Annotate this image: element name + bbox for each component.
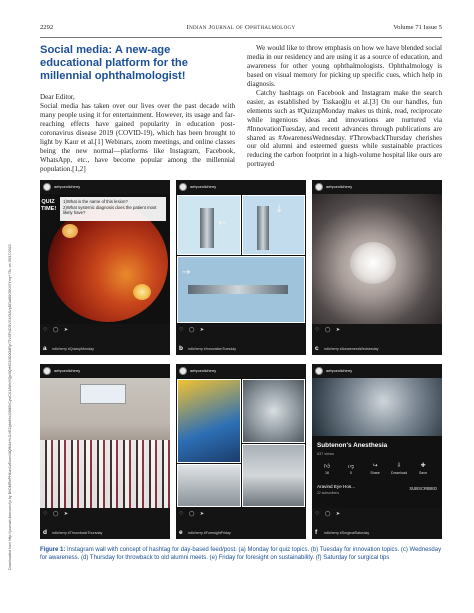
quiz-tag: QUIZ TIME! (40, 196, 56, 230)
right-column (247, 44, 442, 169)
quiz-questions (60, 197, 166, 221)
panel-label: a (43, 345, 47, 352)
post-action-icons: ♡ ◯ ➤ (315, 327, 343, 333)
panel-f-surgical (312, 364, 442, 539)
arrow-icon: → (182, 267, 191, 278)
group-of-people (40, 440, 170, 508)
left-column (40, 44, 235, 174)
sustainability-photo-4 (242, 444, 305, 507)
post-action-icons: ♡ ◯ ➤ (43, 511, 71, 517)
thumbs-up-icon: 👍︎ (323, 463, 331, 470)
panel-hashtag: ndicherry #SurgicalSaturday (324, 531, 370, 535)
video-title: Subtenon's Anesthesia (317, 442, 388, 449)
account-avatar (179, 367, 187, 375)
subscribed-badge: SUBSCRIBED (409, 486, 437, 491)
arrow-icon: ↓ (275, 204, 284, 215)
panel-d-throwback (40, 364, 170, 539)
subscriber-count: 22 subscribers (317, 491, 340, 495)
panel-label: e (179, 529, 183, 536)
panel-header (40, 364, 170, 378)
alumni-group-photo (40, 378, 170, 508)
panel-footer (312, 324, 442, 355)
post-action-icons: ♡ ◯ ➤ (179, 327, 207, 333)
panel-footer (176, 508, 306, 539)
like-count: 16 (325, 471, 329, 475)
right-paragraph-2: Catchy hashtags on Facebook and Instagram make the search easier, as established by Tsskaoğlu et al.[3] On our handles, fun elements such as #QuizupMonday makes us think, read, reciprocate while ingenious ideas and innovations are nurtured via #InnovationTuesday, and recent advances through publications are shared as #AwarenessWednesday. #ThrowbackThursday cherishes our old alumni and esteemed guests while sustainable practices reducing the carbon footprint in a high-volume hospital like ours are portrayed (247, 88, 442, 169)
video-views: 637 views (317, 452, 334, 456)
panel-hashtag: ndicherry #ThrowbackThursday (52, 531, 103, 535)
panel-a-quiz (40, 180, 170, 355)
post-action-icons: ♡ ◯ ➤ (315, 511, 343, 517)
arrow-icon: ← (218, 218, 227, 229)
panel-label: d (43, 529, 47, 536)
panel-c-awareness (312, 180, 442, 355)
fundus-image (48, 204, 168, 322)
thumbs-down-icon: 👎︎ (347, 463, 355, 470)
right-paragraph-1: We would like to throw emphasis on how we have blended social media in our residency and are using it as a source of education, and awareness for other young ophthalmologists. Ophthalmology is based on visual memory for picking up specific cues, which help in diagnosis. (247, 44, 442, 88)
surgery-video-frame (312, 378, 442, 436)
account-avatar (43, 367, 51, 375)
panel-hashtag: ndicherry #InnovationTuesday (188, 347, 237, 351)
panel-header (176, 364, 306, 378)
share-label: Share (370, 471, 380, 475)
panel-e-foresight (176, 364, 306, 539)
panel-header (176, 180, 306, 194)
running-header (40, 24, 442, 36)
account-name: aehpondicherry (54, 369, 81, 373)
panel-label: b (179, 345, 183, 352)
video-actions (317, 462, 437, 478)
panel-header (312, 180, 442, 194)
panel-hashtag: ndicherry #ForesightFriday (188, 531, 231, 535)
account-avatar (315, 183, 323, 191)
figure-caption (40, 546, 442, 562)
save-label: Save (418, 471, 428, 475)
device-photo-3 (177, 256, 305, 323)
panel-footer (40, 508, 170, 539)
eye-photo (312, 194, 442, 324)
sustainability-photo-3 (177, 464, 241, 507)
panel-hashtag: ndicherry #QuizupMonday (52, 347, 94, 351)
channel-name: Aravind Eye Hos... (317, 484, 356, 489)
download-icon: ⇩ (396, 462, 402, 469)
panel-hashtag: ndicherry #AwarenessWednesday (324, 347, 379, 351)
account-avatar (43, 183, 51, 191)
account-name: aehpondicherry (326, 369, 353, 373)
innovation-collage (176, 194, 306, 324)
panel-label: c (315, 345, 319, 352)
account-name: aehpondicherry (326, 185, 353, 189)
caption-label: Figure 1: (40, 547, 66, 553)
share-icon: ↪ (372, 462, 378, 469)
quiz-question-2: 2)What systemic diagnosis does the patient most likely have? (63, 204, 157, 216)
panel-header (40, 180, 170, 194)
optic-disc (133, 284, 151, 300)
post-action-icons: ♡ ◯ ➤ (43, 327, 71, 333)
youtube-screenshot (312, 378, 442, 508)
sustainability-photo-1 (177, 379, 241, 463)
dislike-count: 0 (350, 471, 352, 475)
account-name: aehpondicherry (54, 185, 81, 189)
device-photo-2 (242, 195, 305, 255)
sustainability-collage (176, 378, 306, 508)
device-tube (188, 285, 288, 294)
panel-header (312, 364, 442, 378)
header-rule (40, 37, 442, 38)
projector-screen (80, 384, 126, 404)
account-name: aehpondicherry (190, 185, 217, 189)
panel-footer (176, 324, 306, 355)
cataract-pupil (350, 242, 396, 284)
download-watermark (3, 100, 33, 570)
retinal-lesion (62, 224, 78, 238)
fundus-photo (40, 194, 170, 324)
article-title: Social media: A new-age educational platform for the millennial ophthalmologist! (40, 44, 188, 82)
volume-issue: Volume 71 Issue 5 (393, 24, 442, 31)
quiz-question-1: 1)What is the name of this lesion? (63, 199, 128, 204)
download-label: Download (391, 471, 407, 475)
caption-text: Instagram wall with concept of hashtag for day-based feed/post. (a) Monday for quiz topics. (b) Tuesday for innovation topics. (c) Wednesday for awareness. (d) Thursday for throwback to old alumni meets. (e) Friday for foresight on sustainability. (f) Saturday for surgical tips (40, 547, 442, 562)
download-watermark-text: Downloaded from http://journals.lww.com/ijo by BhDMf5ePHKav1zEoum1tQfN4a+kJLhEZgbsIHo4XMi0hCywCX1AWnYQp/IlQrHD3i3D0OdRyi7TvSFl4Cf3VC4/OAVpDDa8KKGKV0Ymy+78= on 05/17/2023 (8, 244, 12, 570)
account-name: aehpondicherry (190, 369, 217, 373)
device-cylinder (200, 208, 214, 248)
salutation: Dear Editor, (40, 93, 75, 101)
save-icon: ✚ (420, 462, 426, 469)
journal-name: Indian Journal of Ophthalmology (186, 24, 296, 31)
account-avatar (179, 183, 187, 191)
device-cylinder (257, 206, 269, 250)
sustainability-photo-2 (242, 379, 305, 443)
video-info (312, 436, 442, 508)
panel-footer (312, 508, 442, 539)
panel-b-innovation (176, 180, 306, 355)
left-paragraph: Social media has taken over our lives over the past decade with many people using it for entertainment. However, its usage and far-reaching effects have gained popularity in education post-coronavirus disease 2019 (COVID-19), which has been brought to light by Kaur et al.[1] Webinars, zoom meetings, and online classes being the new normal—platforms like Instagram, Facebook, WhatsApp, etc., have become popular among the millennial population.[1,2] (40, 102, 235, 173)
panel-label: f (315, 529, 318, 536)
account-avatar (315, 367, 323, 375)
panel-footer (40, 324, 170, 355)
figure-1 (40, 180, 442, 540)
post-action-icons: ♡ ◯ ➤ (179, 511, 207, 517)
page-number: 2292 (40, 24, 54, 31)
device-photo-1 (177, 195, 241, 255)
